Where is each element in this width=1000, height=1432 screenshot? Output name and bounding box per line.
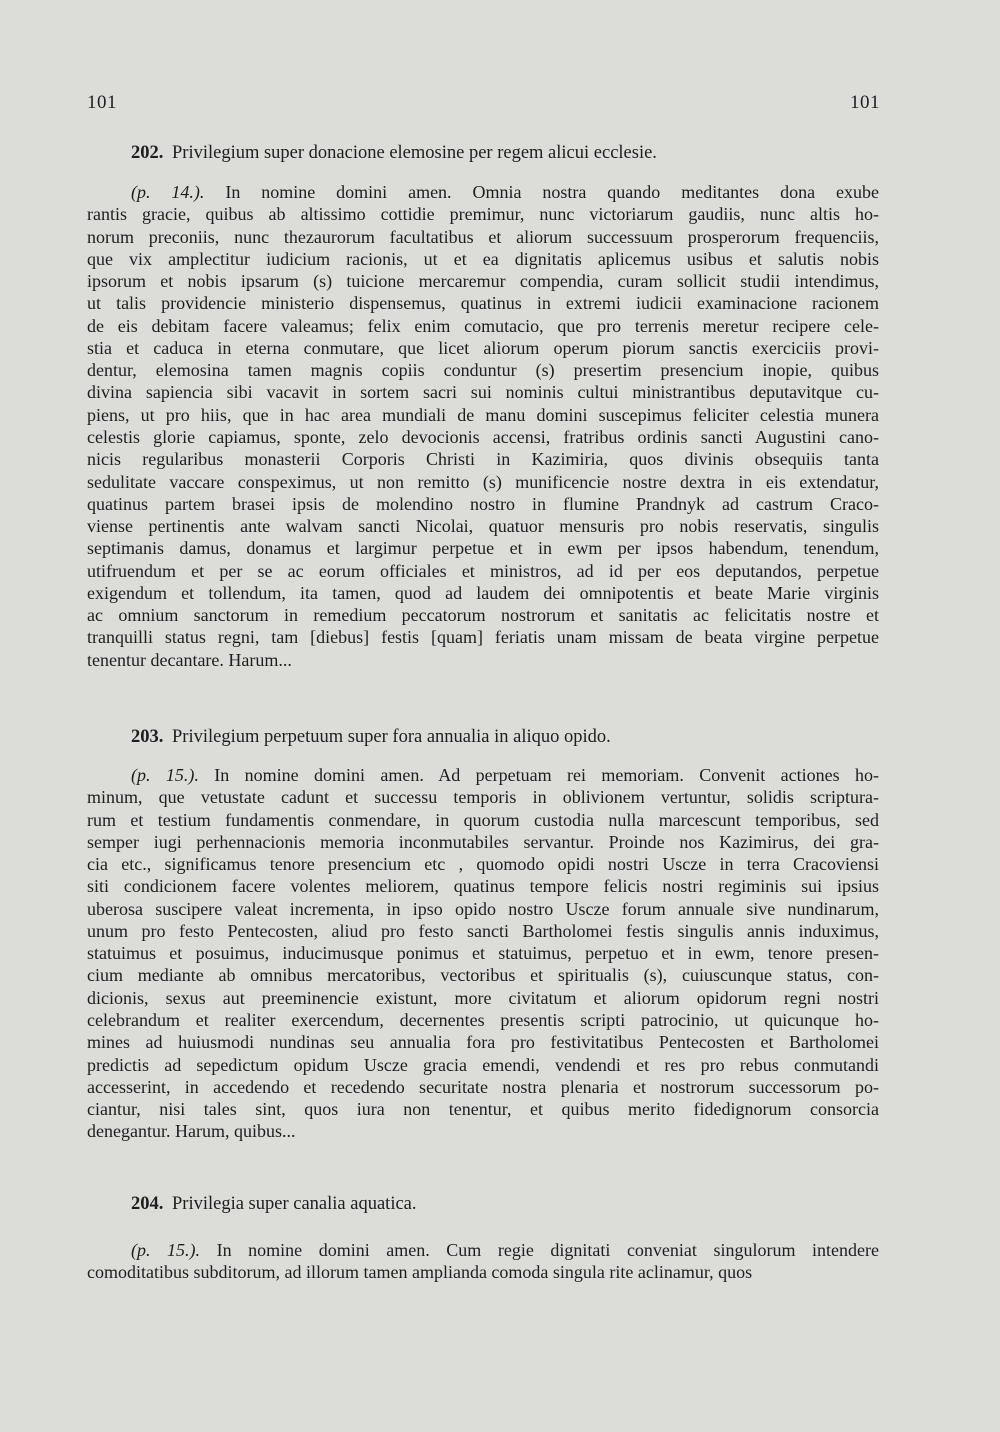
text-line [87, 315, 879, 337]
line-text: celestis glorie capiamus, sponte, zelo devocionis accensi, fratribus ordinis sancti Augustini cano- [87, 427, 879, 447]
page-reference: (p. 15.). [131, 765, 215, 785]
text-line [87, 1098, 879, 1120]
line-text: In nomine domini amen. Cum regie dignitati conveniat singulorum intendere [216, 1240, 879, 1260]
line-text: rum et testium fundamentis conmendare, in quorum custodia nulla marcescunt temporibus, sed [87, 809, 879, 830]
text-line [87, 515, 879, 537]
line-text: de eis debitam facere valeamus; felix enim comutacio, que pro terrenis meretur recipere cele- [87, 315, 879, 336]
page-reference: (p. 15.). [131, 1240, 217, 1260]
entry-number: 203. [131, 727, 164, 747]
line-text: ac omnium sanctorum in remedium peccatorum nostrorum et sanitatis ac felicitatis nostre et [87, 605, 879, 626]
entry-title: Privilegia super canalia aquatica. [172, 1194, 417, 1214]
line-text: ut talis providencie ministerio dispensemus, quatinus in extremi iudicii examinacione racionem [87, 293, 879, 314]
line-text: cia etc., significamus tenore presencium etc , quomodo opidi nostri Uscze in terra Cracoviensi [87, 854, 879, 875]
line-text: semper iugi perhennacionis memoria inconmutabiles servantur. Proinde nos Kazimirus, dei gra- [87, 831, 879, 852]
line-text: stia et caduca in eterna conmutare, que licet aliorum operum piorum sanctis exerciciis provi- [87, 337, 879, 358]
line-text: accesserint, in accedendo et recedendo securitate nostra plenaria et nostrorum successorum po- [87, 1076, 879, 1097]
line-text: In nomine domini amen. Omnia nostra quando meditantes dona exube [225, 182, 879, 202]
text-line [87, 853, 879, 875]
line-text: exigendum et tollendum, ita tamen, quod ad laudem dei omnipotentis et beate Marie virginis [87, 582, 879, 603]
line-text: unum pro festo Pentecosten, aliud pro festo sancti Bartholomei festis singulis annis induximus, [87, 920, 879, 941]
text-line [131, 181, 879, 203]
line-text: denegantur. Harum, quibus... [87, 1121, 296, 1142]
text-line [87, 920, 879, 942]
line-text: dentur, elemosina tamen magnis copiis conduntur (s) presertim presencium inopie, quibus [87, 360, 879, 381]
text-line [87, 1054, 879, 1076]
line-text: utifruendum et per se ac eorum officiales et ministros, ad id per eos deputandos, perpetue [87, 560, 879, 581]
entry-heading [131, 1194, 417, 1215]
page-number-right: 101 [850, 92, 880, 113]
line-text: que vix amplectitur iudicium racionis, ut et ea dignitatis aplicemus usibus et salutis nobis [87, 248, 879, 269]
entry-heading [131, 143, 657, 164]
text-line [87, 493, 879, 515]
line-text: celebrandum et realiter exercendum, decernentes presentis scripti patrocinio, ut quicunque ho- [87, 1010, 879, 1030]
line-text: rantis gracie, quibus ab altissimo cottidie premimur, nunc victoriarum gaudiis, nunc altis ho- [87, 204, 879, 225]
text-line [131, 764, 879, 786]
line-text: norum preconiis, nunc thezaurorum facultatibus et aliorum successuum prosperorum frequenciis, [87, 226, 879, 247]
text-line [87, 1261, 879, 1283]
text-line [87, 537, 879, 559]
entry-title: Privilegium super donacione elemosine per regem alicui ecclesie. [172, 143, 657, 163]
text-line [87, 1031, 879, 1053]
text-line [87, 248, 879, 270]
line-text: septimanis damus, donamus et largimur perpetue et in ewm per ipsos habendum, tenendum, [87, 538, 879, 559]
text-line [87, 471, 879, 493]
text-line [87, 448, 879, 470]
text-line [87, 831, 879, 853]
page-number-left: 101 [87, 92, 117, 113]
line-text: mines ad huiusmodi nundinas seu annualia fora pro festivitatibus Pentecosten et Bartholomei [87, 1032, 879, 1053]
line-text: quatinus partem brasei ipsis de molendino nostro in flumine Prandnyk ad castrum Craco- [87, 493, 879, 514]
text-line [87, 604, 879, 626]
line-text: uberosa suscipere valeat incrementa, in ipso opido nostro Uscze forum annuale sive nundinarum, [87, 898, 879, 919]
text-line [87, 649, 879, 671]
page-reference: (p. 14.). [131, 182, 226, 202]
entry-number: 204. [131, 1194, 164, 1214]
text-line [87, 898, 879, 920]
text-line [87, 582, 879, 604]
text-line [87, 426, 879, 448]
line-text: tenentur decantare. Harum... [87, 649, 292, 670]
line-text: cium mediante ab omnibus mercatoribus, vectoribus et spiritualis (s), cuiuscunque status, con- [87, 965, 879, 986]
text-line [87, 404, 879, 426]
text-line [87, 786, 879, 808]
text-line [87, 337, 879, 359]
line-text: ipsorum et nobis ipsarum (s) tuicione mercaremur compendia, curam sollicit studii intendimus, [87, 271, 879, 292]
text-line [87, 381, 879, 403]
line-text: dicionis, sexus aut preeminencie existunt, more civitatum et aliorum opidorum regni nostri [87, 987, 879, 1008]
text-line [87, 292, 879, 314]
line-text: tranquilli status regni, tam [diebus] festis [quam] feriatis unam missam de beata virgine perpetue [87, 627, 879, 648]
text-line [87, 226, 879, 248]
line-text: viense pertinentis ante walvam sancti Nicolai, quatuor mensuris pro nobis reservatis, singulis [87, 516, 879, 536]
line-text: statuimus et posuimus, inducimusque ponimus et statuimus, perpetuo et in ewm, tenore presen- [87, 943, 879, 964]
line-text: ciantur, nisi tales sint, quos iura non tenentur, et quibus merito fidedignorum consorcia [87, 1099, 879, 1119]
text-line [87, 359, 879, 381]
text-line [87, 270, 879, 292]
text-line [131, 1239, 879, 1261]
line-text: In nomine domini amen. Ad perpetuam rei memoriam. Convenit actiones ho- [214, 765, 879, 785]
text-line [87, 1120, 879, 1142]
line-text: nicis regularibus monasterii Corporis Christi in Kazimiria, quos divinis obsequiis tanta [87, 449, 879, 470]
line-text: sedulitate vaccare conspeximus, ut non remitto (s) munificencie nostre dextra in eis extendatur, [87, 471, 879, 492]
entry-heading [131, 727, 611, 748]
line-text: comoditatibus subditorum, ad illorum tamen amplianda comoda singula rite aclinamur, quos [87, 1262, 753, 1283]
text-line [87, 942, 879, 964]
text-line [87, 626, 879, 648]
text-line [87, 1009, 879, 1031]
text-line [87, 809, 879, 831]
text-line [87, 1076, 879, 1098]
entry-title: Privilegium perpetuum super fora annualia in aliquo opido. [172, 727, 611, 747]
text-line [87, 560, 879, 582]
line-text: minum, que vetustate cadunt et successu temporis in oblivionem vertuntur, solidis scriptura- [87, 787, 879, 808]
text-line [87, 875, 879, 897]
line-text: predictis ad sepedictum opidum Uscze gracia emendi, vendendi et res pro rebus conmutandi [87, 1054, 879, 1075]
line-text: siti condicionem facere volentes meliorem, quatinus tempore felicis nostri regiminis sui ipsius [87, 876, 879, 897]
entry-number: 202. [131, 143, 164, 163]
text-line [87, 203, 879, 225]
line-text: piens, ut pro hiis, que in hac area mundiali de manu domini suscepimus feliciter celestia munera [87, 404, 879, 425]
text-line [87, 964, 879, 986]
text-line [87, 987, 879, 1009]
line-text: divina sapiencia sibi vacavit in sortem sacri sui nominis cultui ministrantibus deputavitque cu- [87, 382, 879, 403]
